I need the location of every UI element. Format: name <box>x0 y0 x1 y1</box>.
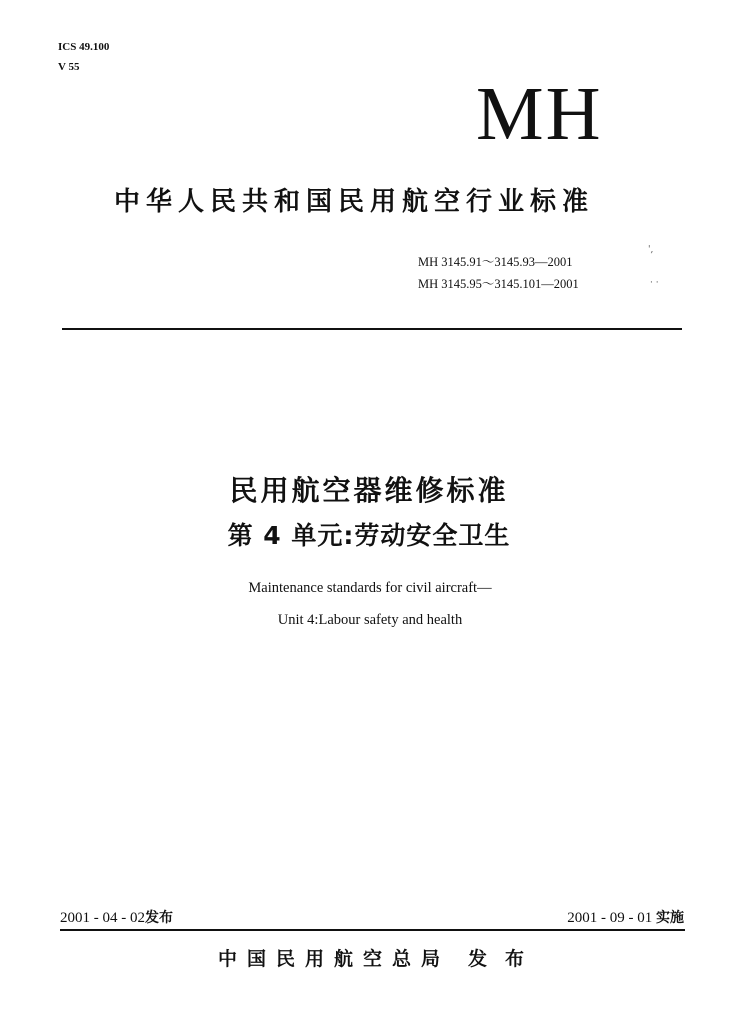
standard-code-line-1: MH 3145.91～3145.93—2001 <box>418 255 573 269</box>
standard-code-line-2: MH 3145.95～3145.101—2001 <box>418 277 579 291</box>
publish-label: 发布 <box>145 910 173 926</box>
implement-date <box>567 908 684 928</box>
footer-divider <box>60 929 685 931</box>
ics-code: ICS 49.100 <box>58 41 110 53</box>
issuing-authority: 中国民用航空总局 <box>218 948 451 970</box>
document-title-en: Maintenance standards for civil aircraft— <box>248 580 492 596</box>
issue-label: 发布 <box>468 948 543 970</box>
scan-speck: ', <box>648 245 654 255</box>
implement-date-value: 2001 - 09 - 01 <box>567 910 653 926</box>
document-subtitle-cn: 第 4 单元:劳动安全卫生 <box>227 521 511 550</box>
implement-label: 实施 <box>656 910 684 926</box>
scan-speck: · · <box>650 278 659 288</box>
document-title-cn: 民用航空器维修标准 <box>229 474 509 507</box>
standard-type-title: 中华人民共和国民用航空行业标准 <box>114 187 595 217</box>
publish-date-value: 2001 - 04 - 02 <box>60 910 145 926</box>
header-divider <box>62 328 682 330</box>
classification-code: V 55 <box>58 61 80 73</box>
document-subtitle-en: Unit 4:Labour safety and health <box>277 612 463 628</box>
publish-date <box>60 908 173 928</box>
mh-logo: MH <box>476 72 603 156</box>
